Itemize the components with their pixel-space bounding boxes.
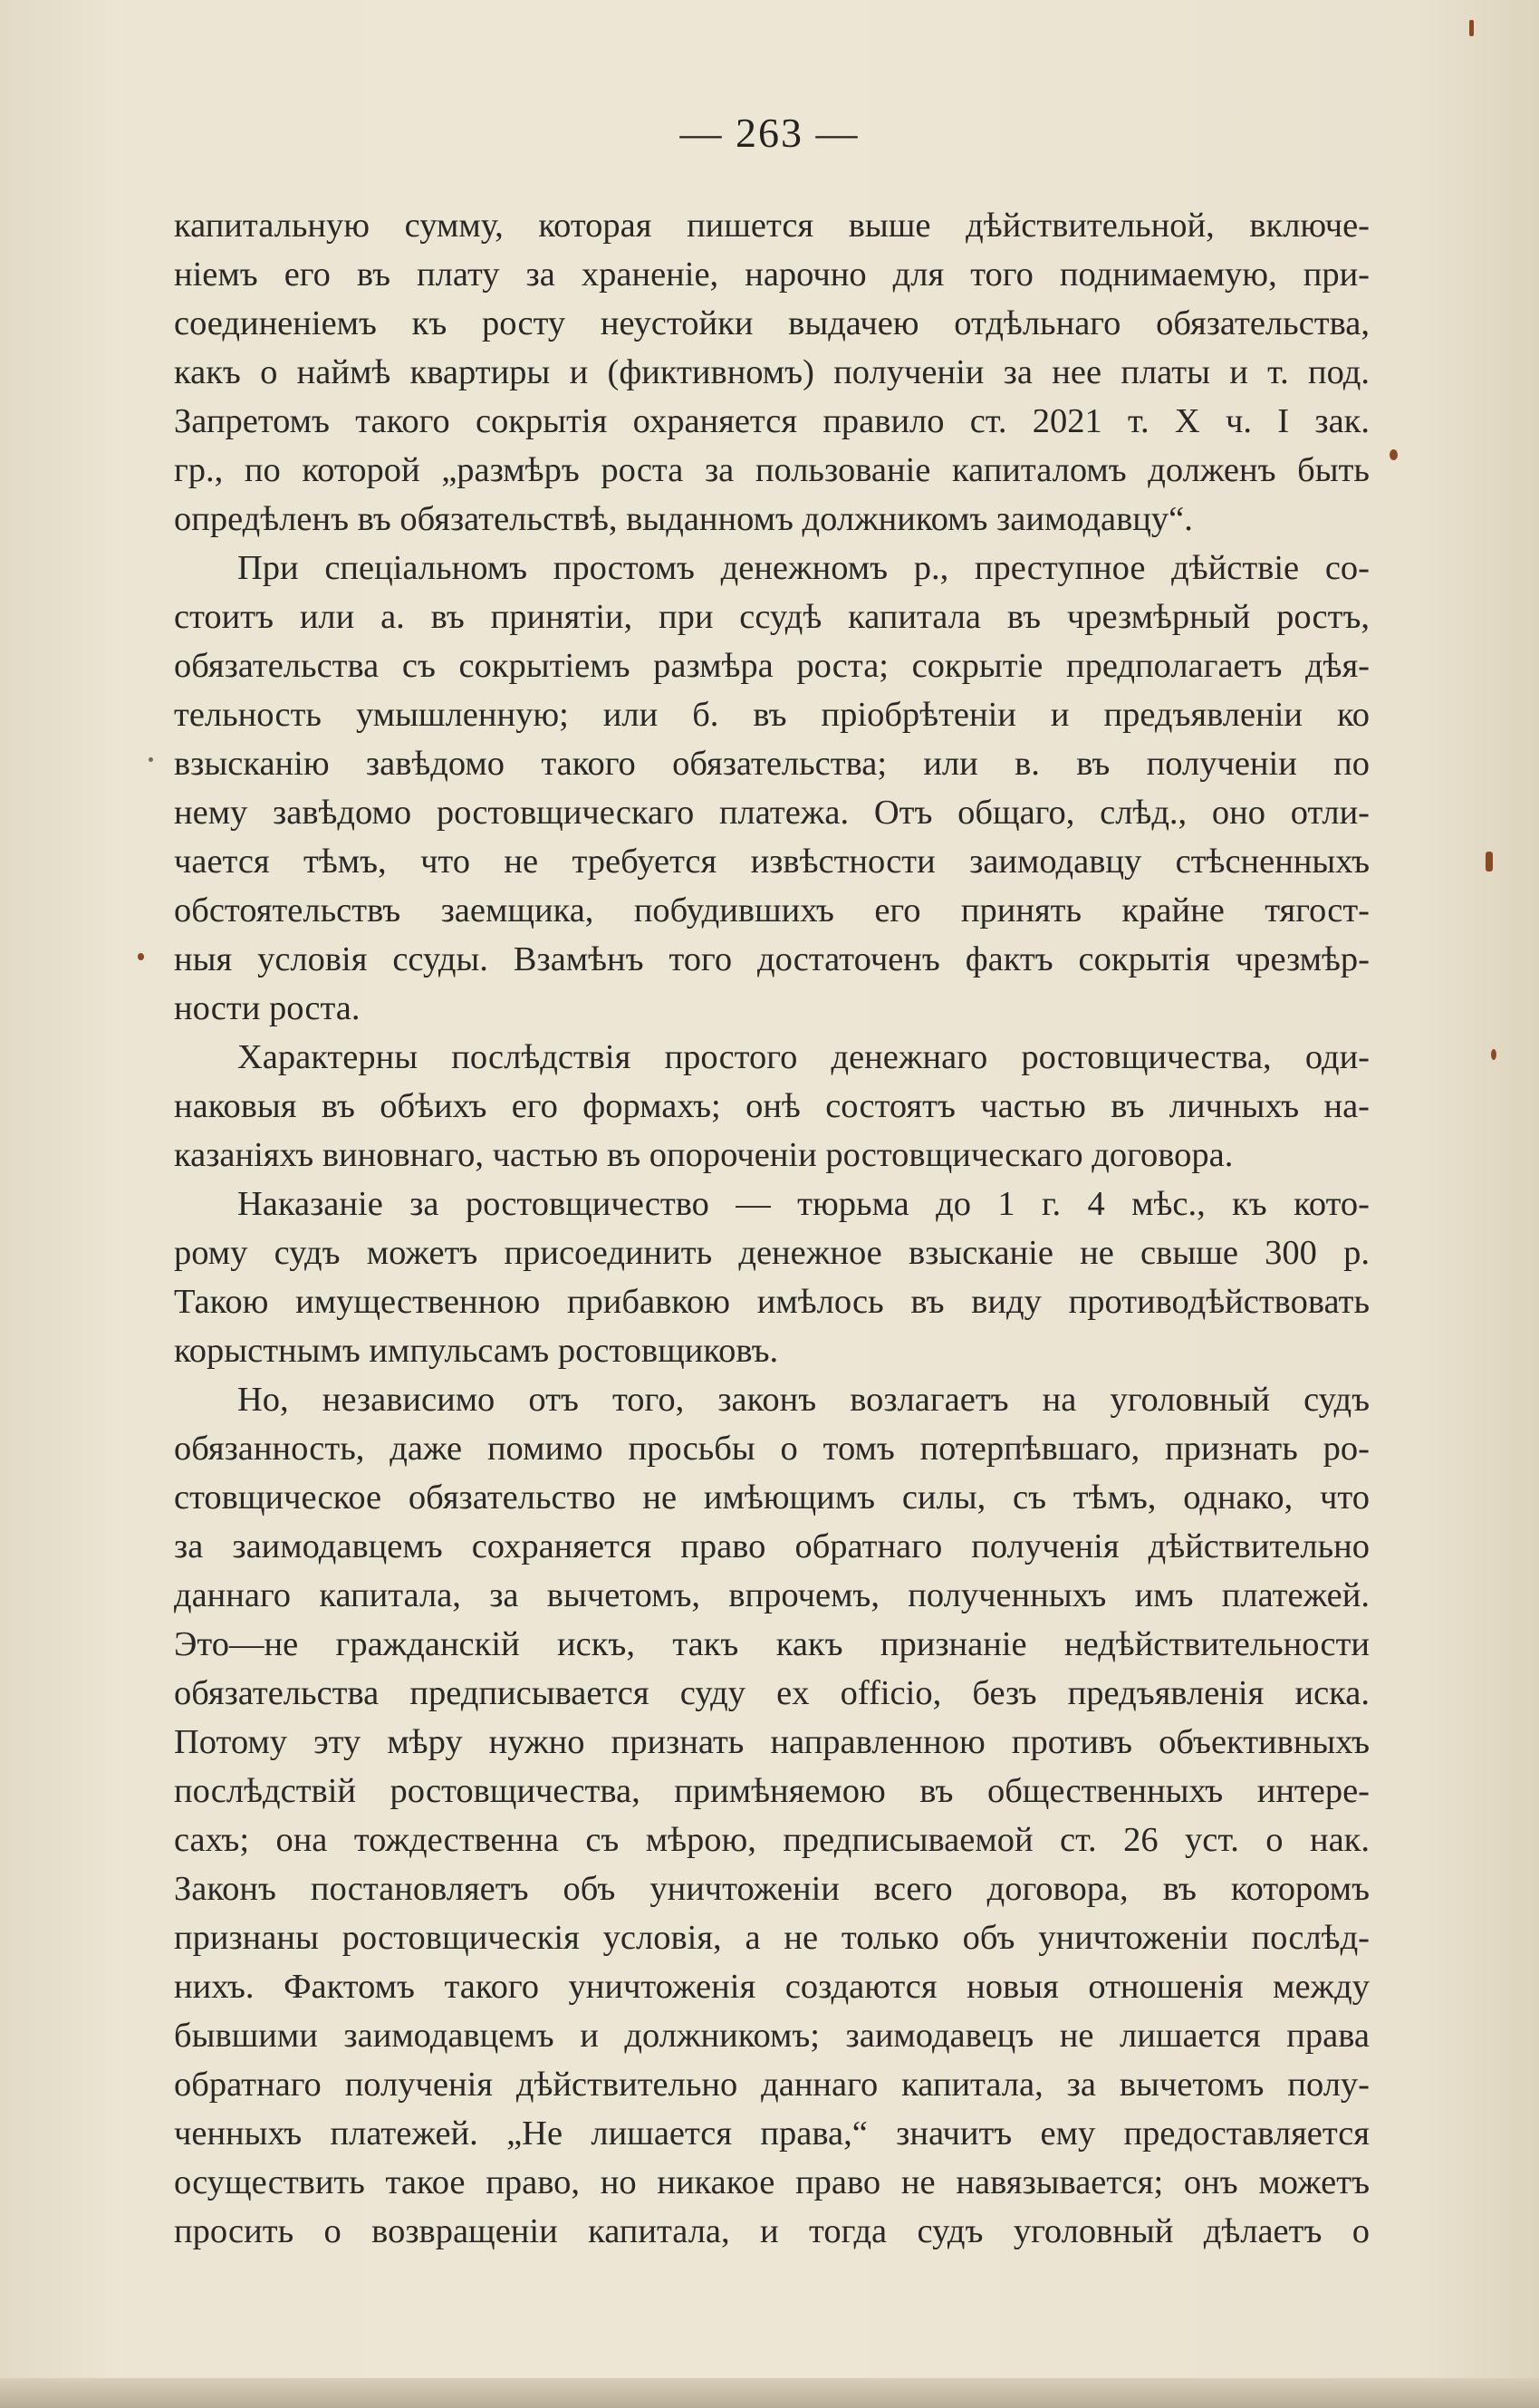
text-line: гр., по которой „размѣръ роста за пользованіе капиталомъ долженъ быть	[174, 451, 1370, 489]
ink-speck	[149, 757, 153, 762]
text-line: корыстнымъ импульсамъ ростовщиковъ.	[174, 1332, 779, 1370]
ink-speck	[1491, 1049, 1496, 1060]
text-line: обратнаго полученія дѣйствительно даннаго капитала, за вычетомъ полу-	[174, 2066, 1370, 2104]
text-line: даннаго капитала, за вычетомъ, впрочемъ, полученныхъ имъ платежей.	[174, 1576, 1370, 1614]
text-line: какъ о наймѣ квартиры и (фиктивномъ) полученіи за нее платы и т. под.	[174, 353, 1370, 391]
text-line: обязательства съ сокрытіемъ размѣра роста; сокрытіе предполагаетъ дѣя-	[174, 647, 1370, 685]
ink-speck	[1486, 852, 1493, 872]
page-bottom-edge	[0, 2378, 1539, 2408]
text-line: Потому эту мѣру нужно признать направленною противъ объективныхъ	[174, 1723, 1370, 1761]
page-number: — 263 —	[679, 110, 860, 156]
paragraph	[174, 1375, 1370, 2256]
text-line: осуществить такое право, но никакое право не навязывается; онъ можетъ	[174, 2163, 1370, 2201]
text-line: сахъ; она тождественна съ мѣрою, предписываемой ст. 26 уст. о нак.	[174, 1821, 1370, 1859]
text-line: капитальную сумму, которая пишется выше дѣйствительной, включе-	[174, 207, 1370, 245]
text-line: наковыя въ обѣихъ его формахъ; онѣ состоятъ частью въ личныхъ на-	[174, 1087, 1370, 1125]
text-line: Наказаніе за ростовщичество — тюрьма до 1 г. 4 мѣс., къ кото-	[237, 1185, 1370, 1223]
text-line: нему завѣдомо ростовщическаго платежа. Отъ общаго, слѣд., оно отли-	[174, 794, 1370, 832]
text-line: Законъ постановляетъ объ уничтоженіи всего договора, въ которомъ	[174, 1870, 1370, 1908]
text-line: признаны ростовщическія условія, а не только объ уничтоженіи послѣд-	[174, 1919, 1370, 1957]
text-line: ныя условія ссуды. Взамѣнъ того достаточенъ фактъ сокрытія чрезмѣр-	[174, 940, 1370, 978]
text-line: опредѣленъ въ обязательствѣ, выданномъ должникомъ заимодавцу“.	[174, 500, 1193, 538]
text-line: чается тѣмъ, что не требуется извѣстности заимодавцу стѣсненныхъ	[174, 843, 1370, 881]
paragraph	[174, 1033, 1370, 1180]
text-line: стовщическое обязательство не имѣющимъ силы, съ тѣмъ, однако, что	[174, 1479, 1370, 1517]
text-line: ченныхъ платежей. „Не лишается права,“ значитъ ему предоставляется	[174, 2114, 1370, 2153]
paragraph	[174, 201, 1370, 544]
text-line: обязательства предписывается суду ex officio, безъ предъявленія иска.	[174, 1674, 1370, 1712]
text-line: стоитъ или а. въ принятіи, при ссудѣ капитала въ чрезмѣрный ростъ,	[174, 598, 1370, 636]
text-line: обязанность, даже помимо просьбы о томъ потерпѣвшаго, признать ро-	[174, 1430, 1370, 1468]
text-line: Запретомъ такого сокрытія охраняется правило ст. 2021 т. X ч. I зак.	[174, 402, 1370, 440]
text-line: тельность умышленную; или б. въ пріобрѣтеніи и предъявленіи ко	[174, 696, 1370, 734]
text-line: взысканію завѣдомо такого обязательства; или в. въ полученіи по	[174, 745, 1370, 783]
text-line: обстоятельствъ заемщика, побудившихъ его принять крайне тягост-	[174, 891, 1370, 929]
text-line: Но, независимо отъ того, законъ возлагаетъ на уголовный судъ	[237, 1381, 1370, 1419]
text-line: Такою имущественною прибавкою имѣлось въ виду противодѣйствовать	[174, 1283, 1370, 1321]
ink-speck	[138, 953, 144, 960]
text-line: ніемъ его въ плату за храненіе, нарочно для того поднимаемую, при-	[174, 255, 1370, 294]
text-line: казаніяхъ виновнаго, частью въ опороченіи ростовщическаго договора.	[174, 1136, 1234, 1174]
text-line: бывшими заимодавцемъ и должникомъ; заимодавецъ не лишается права	[174, 2017, 1370, 2055]
ink-speck	[1390, 449, 1398, 460]
text-line: за заимодавцемъ сохраняется право обратнаго полученія дѣйствительно	[174, 1527, 1370, 1565]
text-line: Характерны послѣдствія простого денежнаго ростовщичества, оди-	[237, 1038, 1370, 1076]
text-line: просить о возвращеніи капитала, и тогда судъ уголовный дѣлаетъ о	[174, 2212, 1370, 2250]
body-text	[174, 201, 1370, 2256]
ink-speck	[1469, 20, 1474, 36]
text-line: послѣдствій ростовщичества, примѣняемою въ общественныхъ интере-	[174, 1772, 1370, 1810]
text-line: Это—не гражданскій искъ, такъ какъ признаніе недѣйствительности	[174, 1625, 1370, 1663]
text-line: рому судъ можетъ присоединить денежное взысканіе не свыше 300 р.	[174, 1234, 1370, 1272]
text-line: нихъ. Фактомъ такого уничтоженія создаются новыя отношенія между	[174, 1968, 1370, 2006]
paragraph	[174, 1180, 1370, 1375]
paragraph	[174, 544, 1370, 1033]
text-line: При спеціальномъ простомъ денежномъ р., преступное дѣйствіе со-	[237, 549, 1370, 587]
text-line: соединеніемъ къ росту неустойки выдачею отдѣльнаго обязательства,	[174, 304, 1370, 342]
text-line: ности роста.	[174, 989, 361, 1027]
